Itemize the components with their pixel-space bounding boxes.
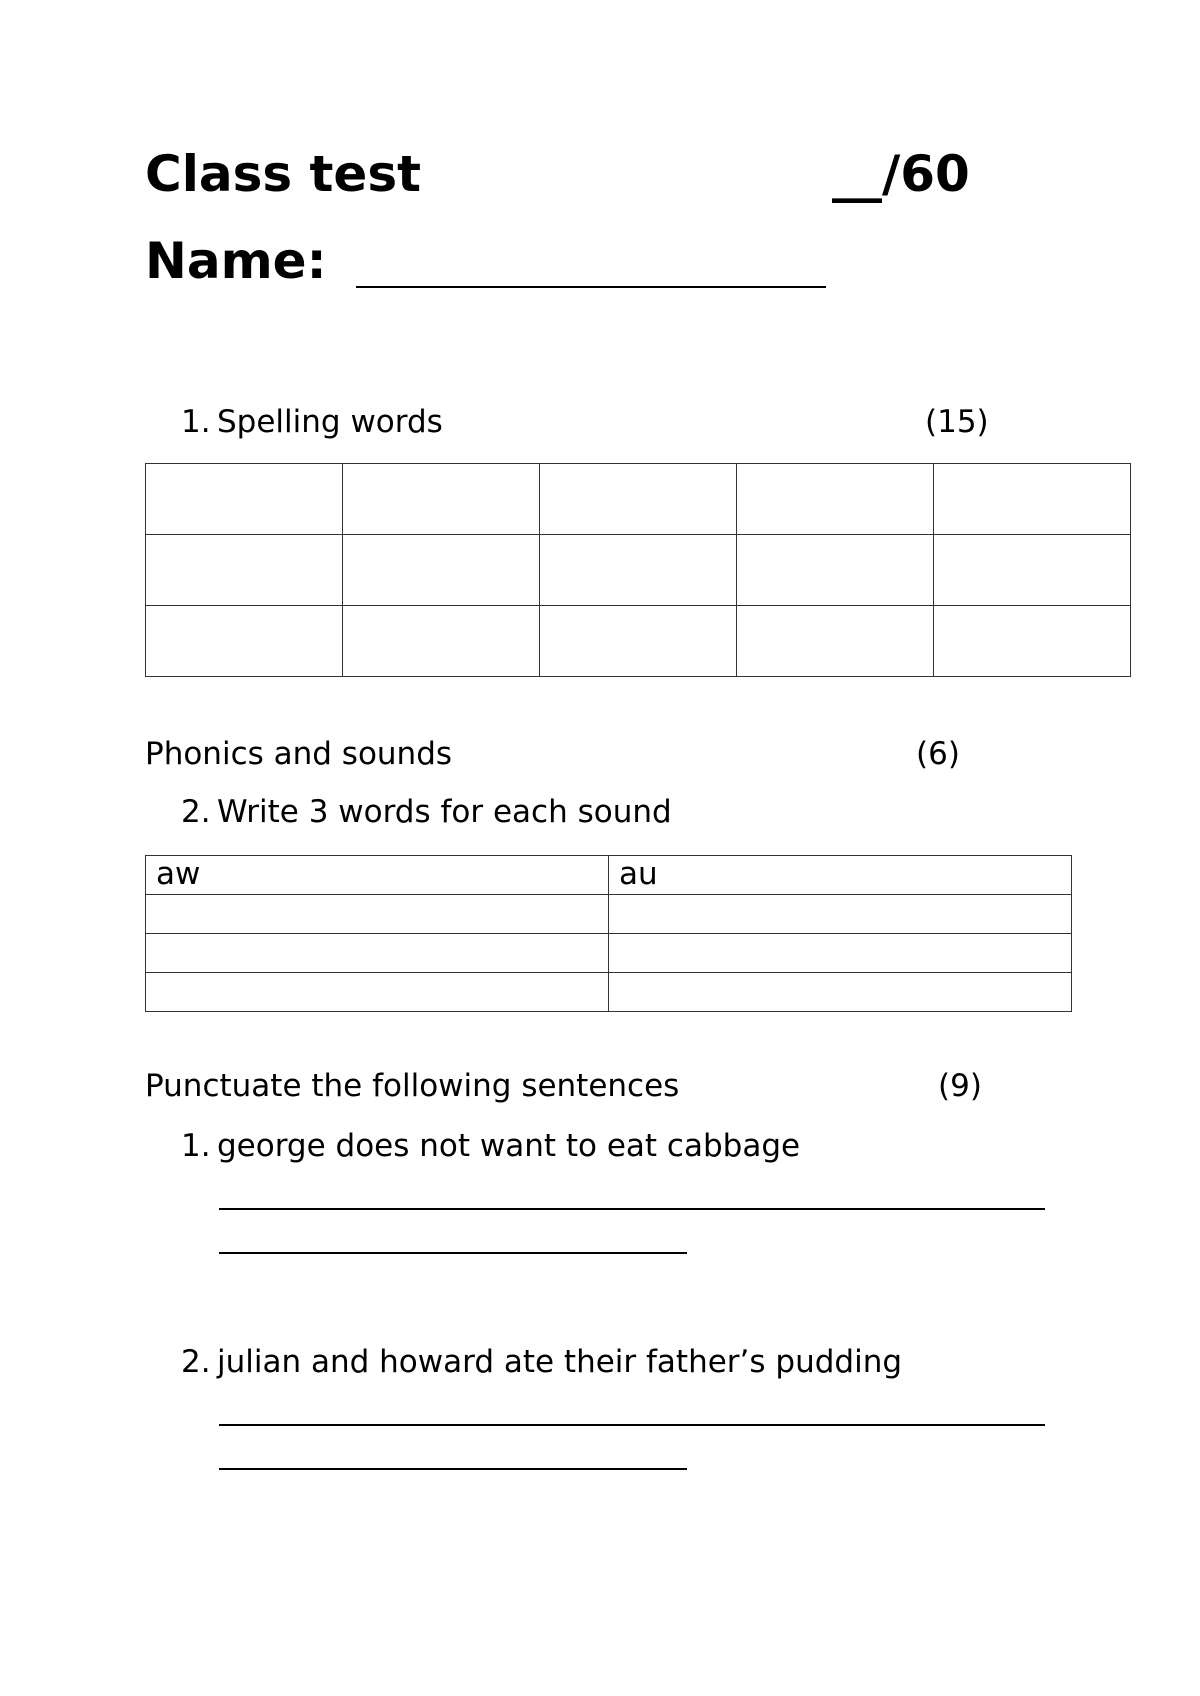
sentence-text: julian and howard ate their father’s pudding (217, 1344, 903, 1380)
table-row (146, 535, 1131, 606)
spelling-marks: (15) (925, 404, 989, 440)
spelling-cell[interactable] (343, 464, 540, 535)
phonics-question-number: 2. (181, 794, 211, 830)
spelling-grid (145, 463, 1131, 677)
sentence-item (181, 1342, 902, 1382)
spelling-cell[interactable] (737, 606, 934, 677)
answer-line[interactable] (219, 1424, 1045, 1426)
table-row (146, 464, 1131, 535)
table-row (146, 973, 1072, 1012)
name-field[interactable] (356, 286, 826, 288)
punctuate-marks: (9) (938, 1068, 982, 1104)
spelling-cell[interactable] (934, 535, 1131, 606)
spelling-cell[interactable] (934, 464, 1131, 535)
spelling-cell[interactable] (146, 535, 343, 606)
column-header-au: au (609, 856, 1072, 895)
sentence-item (181, 1126, 800, 1166)
spelling-cell[interactable] (540, 464, 737, 535)
phonics-cell[interactable] (609, 973, 1072, 1012)
spelling-label: Spelling words (217, 404, 443, 440)
answer-line[interactable] (219, 1208, 1045, 1210)
spelling-cell[interactable] (737, 464, 934, 535)
spelling-cell[interactable] (343, 535, 540, 606)
phonics-question (181, 792, 672, 832)
sentence-number: 2. (181, 1344, 211, 1380)
table-row (146, 856, 1072, 895)
spelling-heading (181, 402, 443, 442)
spelling-cell[interactable] (146, 606, 343, 677)
phonics-cell[interactable] (146, 895, 609, 934)
phonics-cell[interactable] (609, 934, 1072, 973)
table-row (146, 895, 1072, 934)
spelling-number: 1. (181, 404, 211, 440)
spelling-cell[interactable] (934, 606, 1131, 677)
spelling-cell[interactable] (146, 464, 343, 535)
score-total: __/60 (832, 145, 970, 203)
column-header-aw: aw (146, 856, 609, 895)
phonics-cell[interactable] (146, 973, 609, 1012)
page-title: Class test (145, 145, 421, 203)
table-row (146, 934, 1072, 973)
phonics-cell[interactable] (146, 934, 609, 973)
sentence-text: george does not want to eat cabbage (217, 1128, 801, 1164)
spelling-cell[interactable] (540, 535, 737, 606)
punctuate-heading: Punctuate the following sentences (145, 1068, 680, 1104)
phonics-cell[interactable] (609, 895, 1072, 934)
sentence-number: 1. (181, 1128, 211, 1164)
spelling-cell[interactable] (343, 606, 540, 677)
phonics-marks: (6) (916, 736, 960, 772)
table-row (146, 606, 1131, 677)
phonics-heading: Phonics and sounds (145, 736, 453, 772)
phonics-question-text: Write 3 words for each sound (217, 794, 672, 830)
spelling-cell[interactable] (737, 535, 934, 606)
name-label: Name: (145, 232, 344, 290)
answer-line[interactable] (219, 1252, 687, 1254)
phonics-table (145, 855, 1072, 1012)
spelling-cell[interactable] (540, 606, 737, 677)
answer-line[interactable] (219, 1468, 687, 1470)
